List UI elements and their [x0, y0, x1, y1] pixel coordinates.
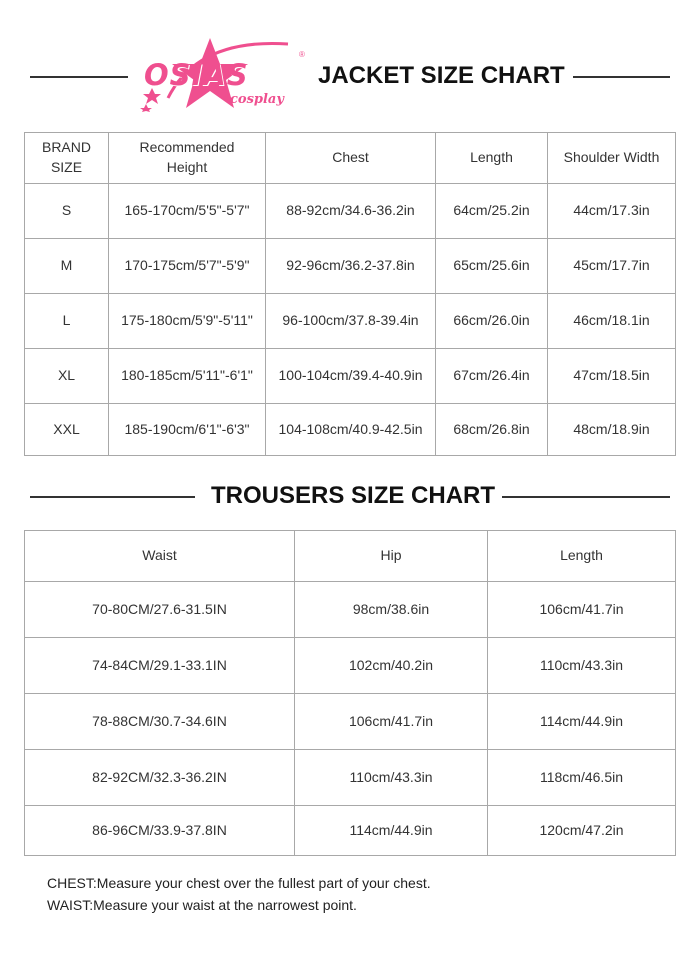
size-cell: S [25, 184, 109, 239]
table-row [25, 239, 676, 294]
osias-cosplay-logo [138, 36, 310, 112]
jacket-size-table [24, 132, 676, 456]
header-hip: Hip [295, 531, 488, 582]
table-row [25, 184, 676, 239]
hip-cell: 98cm/38.6in [295, 582, 488, 638]
shoulder-cell: 44cm/17.3in [548, 184, 676, 239]
size-cell: L [25, 294, 109, 349]
length-cell: 66cm/26.0in [436, 294, 548, 349]
length-cell: 106cm/41.7in [488, 582, 676, 638]
length-cell: 114cm/44.9in [488, 694, 676, 750]
hip-cell: 110cm/43.3in [295, 750, 488, 806]
hip-cell: 114cm/44.9in [295, 806, 488, 856]
shoulder-cell: 46cm/18.1in [548, 294, 676, 349]
chest-cell: 92-96cm/36.2-37.8in [266, 239, 436, 294]
table-row [25, 638, 676, 694]
length-cell: 64cm/25.2in [436, 184, 548, 239]
jacket-chart-title: JACKET SIZE CHART [318, 62, 565, 89]
trousers-size-table [24, 530, 676, 856]
length-cell: 118cm/46.5in [488, 750, 676, 806]
jacket-header-row [25, 133, 676, 184]
table-row [25, 750, 676, 806]
size-cell: M [25, 239, 109, 294]
chest-cell: 88-92cm/34.6-36.2in [266, 184, 436, 239]
waist-note: WAIST:Measure your waist at the narrowest point. [47, 897, 357, 913]
logo-sub-text: cosplay [230, 92, 284, 107]
waist-cell: 70-80CM/27.6-31.5IN [25, 582, 295, 638]
chest-cell: 104-108cm/40.9-42.5in [266, 404, 436, 456]
hip-cell: 102cm/40.2in [295, 638, 488, 694]
trousers-right-rule [502, 496, 670, 498]
header-shoulder-width: Shoulder Width [548, 133, 676, 184]
header-length: Length [488, 531, 676, 582]
header-recommended-height: Recommended Height [109, 133, 266, 184]
waist-cell: 78-88CM/30.7-34.6IN [25, 694, 295, 750]
height-cell: 185-190cm/6'1"-6'3" [109, 404, 266, 456]
table-row [25, 582, 676, 638]
header-chest: Chest [266, 133, 436, 184]
trousers-chart-title: TROUSERS SIZE CHART [211, 482, 496, 509]
table-row [25, 349, 676, 404]
height-cell: 175-180cm/5'9"-5'11" [109, 294, 266, 349]
trousers-header-row [25, 531, 676, 582]
size-cell: XL [25, 349, 109, 404]
logo-brand-text: OSIAS [144, 58, 249, 92]
chest-note: CHEST:Measure your chest over the fullest part of your chest. [47, 875, 431, 891]
length-cell: 110cm/43.3in [488, 638, 676, 694]
chest-cell: 100-104cm/39.4-40.9in [266, 349, 436, 404]
measurement-notes [47, 872, 431, 916]
table-row [25, 404, 676, 456]
shoulder-cell: 48cm/18.9in [548, 404, 676, 456]
jacket-right-rule [573, 76, 670, 78]
table-row [25, 294, 676, 349]
height-cell: 180-185cm/5'11"-6'1" [109, 349, 266, 404]
waist-cell: 74-84CM/29.1-33.1IN [25, 638, 295, 694]
hip-cell: 106cm/41.7in [295, 694, 488, 750]
chest-cell: 96-100cm/37.8-39.4in [266, 294, 436, 349]
registered-mark: ® [299, 50, 305, 59]
length-cell: 68cm/26.8in [436, 404, 548, 456]
header-waist: Waist [25, 531, 295, 582]
table-row [25, 806, 676, 856]
trousers-left-rule [30, 496, 195, 498]
table-row [25, 694, 676, 750]
length-cell: 67cm/26.4in [436, 349, 548, 404]
length-cell: 120cm/47.2in [488, 806, 676, 856]
waist-cell: 86-96CM/33.9-37.8IN [25, 806, 295, 856]
shoulder-cell: 45cm/17.7in [548, 239, 676, 294]
waist-cell: 82-92CM/32.3-36.2IN [25, 750, 295, 806]
jacket-left-rule [30, 76, 128, 78]
height-cell: 165-170cm/5'5"-5'7" [109, 184, 266, 239]
header-length: Length [436, 133, 548, 184]
shoulder-cell: 47cm/18.5in [548, 349, 676, 404]
length-cell: 65cm/25.6in [436, 239, 548, 294]
header-brand-size: BRAND SIZE [25, 133, 109, 184]
height-cell: 170-175cm/5'7"-5'9" [109, 239, 266, 294]
size-cell: XXL [25, 404, 109, 456]
